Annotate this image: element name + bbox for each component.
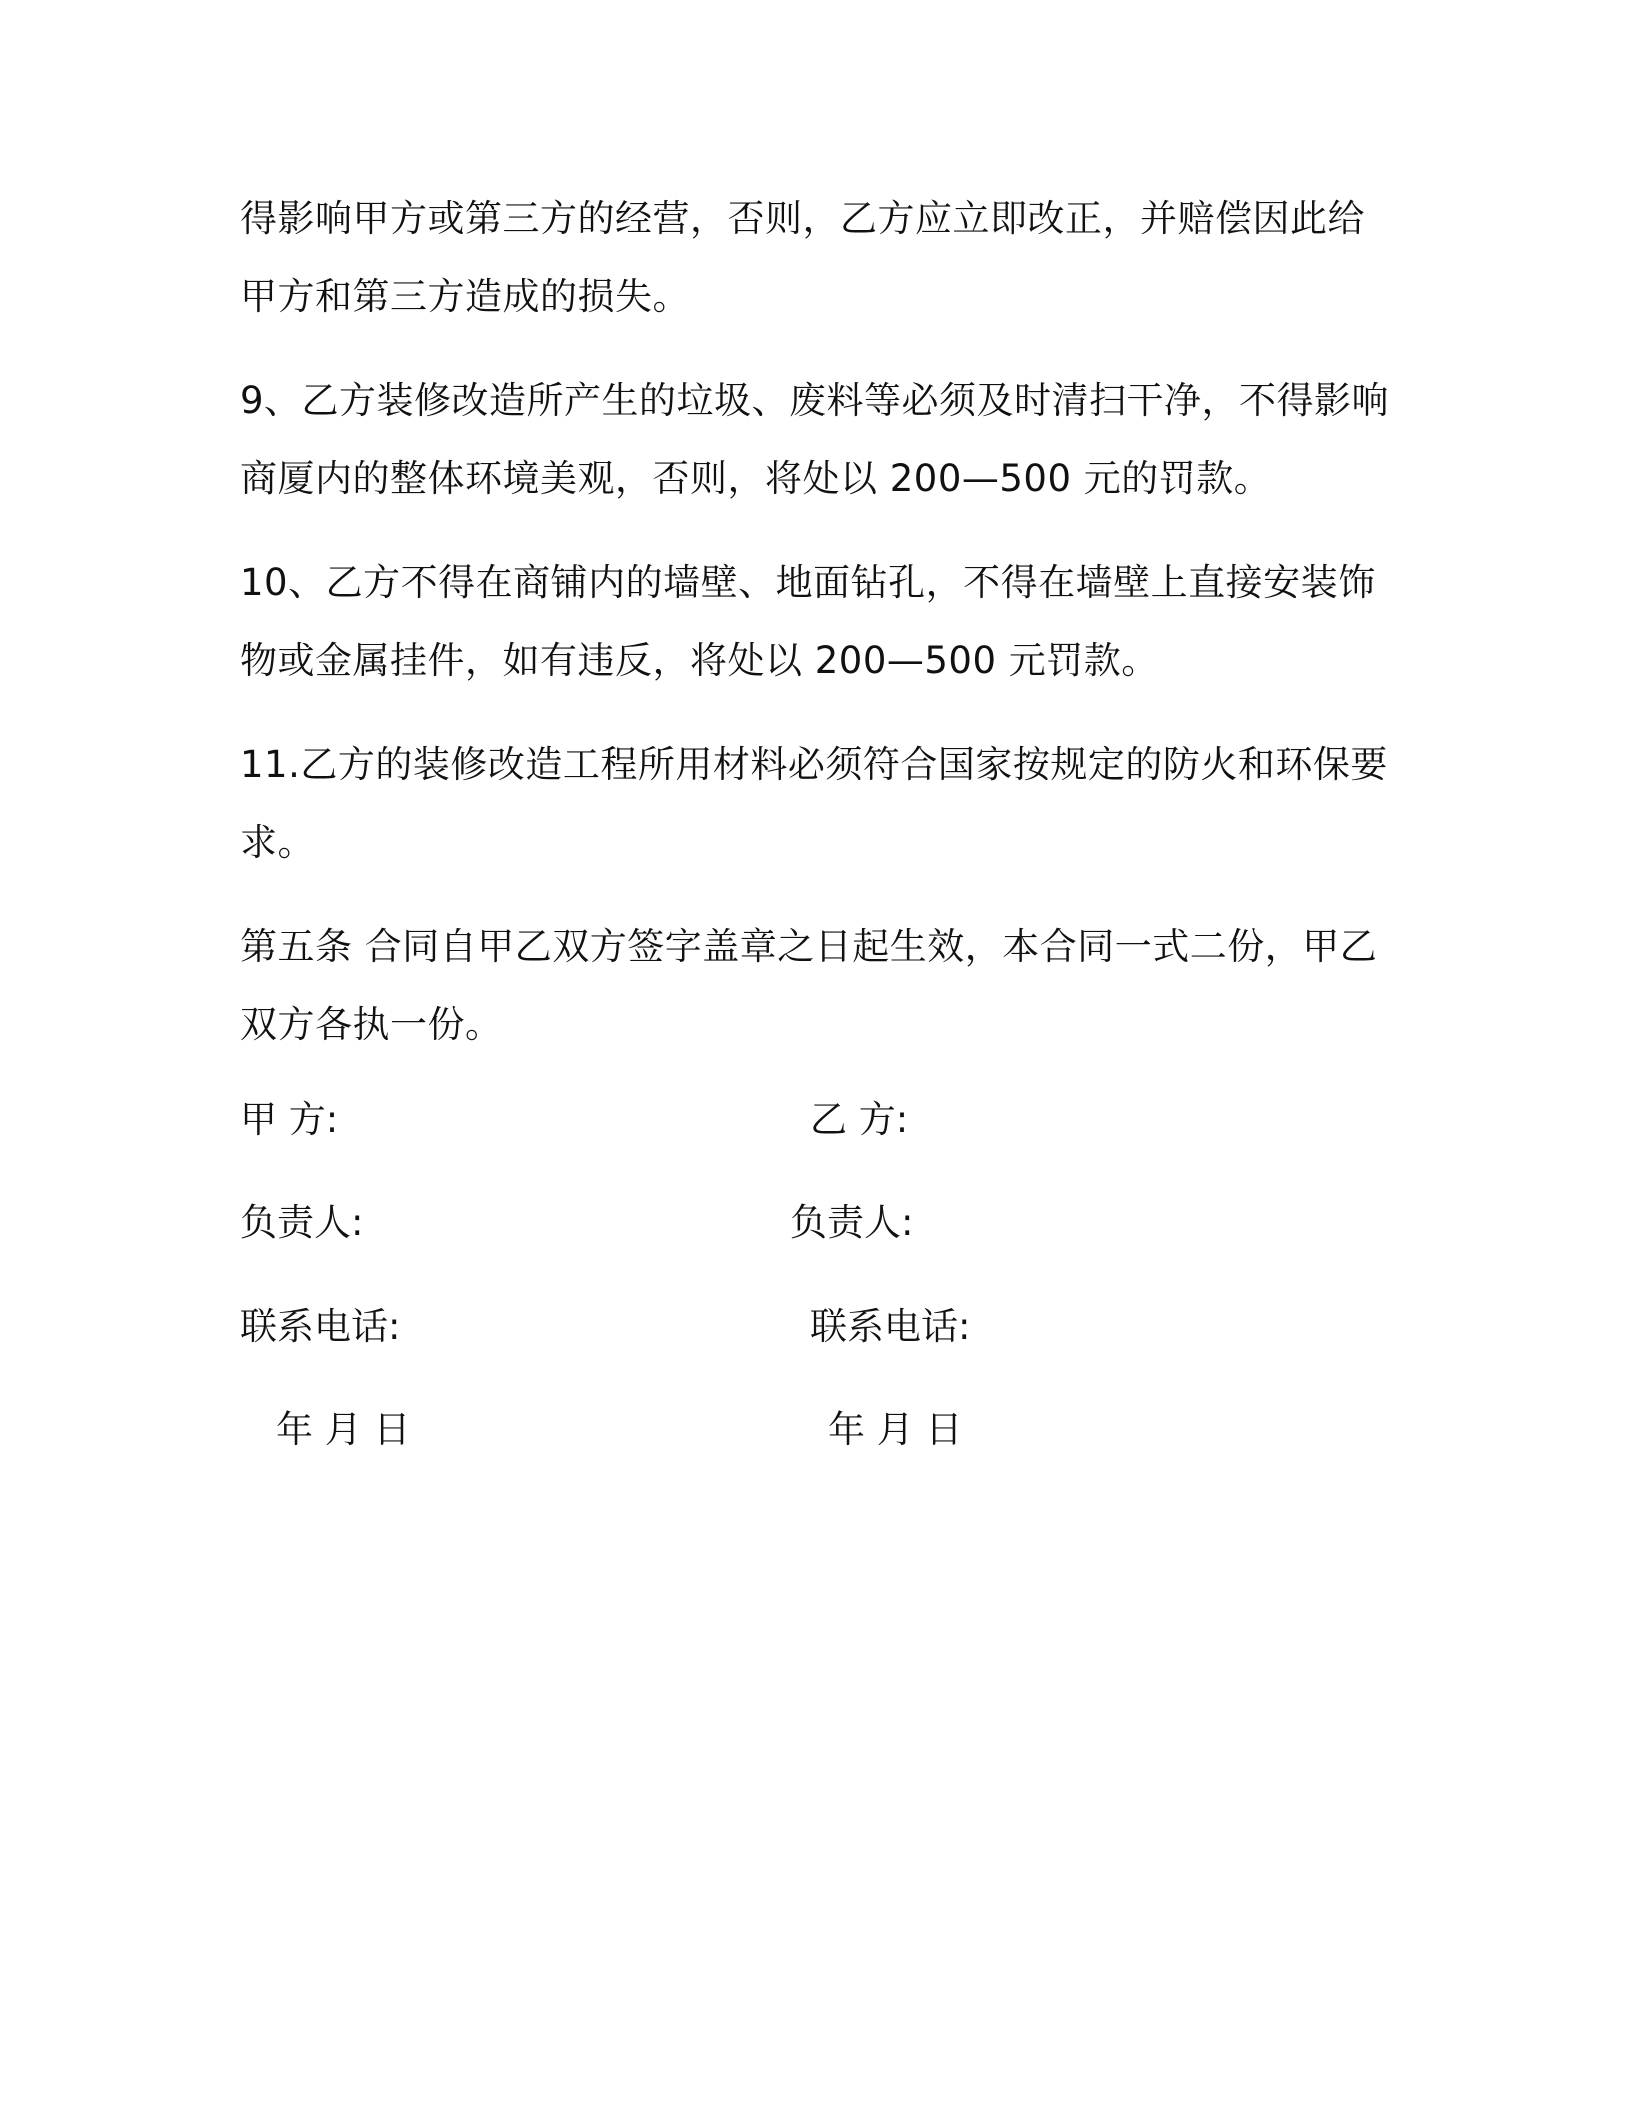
party-a-person-label: 负责人: bbox=[240, 1201, 364, 1244]
party-a-label: 甲 方: bbox=[240, 1098, 339, 1141]
party-b-label: 乙 方: bbox=[810, 1098, 909, 1141]
clause-10: 10、乙方不得在商铺内的墙壁、地面钻孔，不得在墙壁上直接安装饰物或金属挂件，如有违反，将处以 200—500 元罚款。 bbox=[240, 561, 1376, 682]
party-a-date-label: 年 月 日 bbox=[276, 1408, 411, 1451]
party-b-date-label: 年 月 日 bbox=[828, 1408, 963, 1451]
clause-11: 11.乙方的装修改造工程所用材料必须符合国家按规定的防火和环保要求。 bbox=[240, 743, 1388, 864]
party-b-phone-label: 联系电话: bbox=[810, 1305, 971, 1348]
party-a-phone-label: 联系电话: bbox=[240, 1305, 401, 1348]
clause-continuation: 得影响甲方或第三方的经营，否则，乙方应立即改正，并赔偿因此给甲方和第三方造成的损失。 bbox=[240, 197, 1365, 318]
article-5: 第五条 合同自甲乙双方签字盖章之日起生效，本合同一式二份，甲乙双方各执一份。 bbox=[240, 925, 1378, 1046]
party-b-person-label: 负责人: bbox=[790, 1201, 914, 1244]
contract-body bbox=[240, 180, 1400, 1090]
clause-9: 9、乙方装修改造所产生的垃圾、废料等必须及时清扫干净，不得影响商厦内的整体环境美观，否则，将处以 200—500 元的罚款。 bbox=[240, 379, 1390, 500]
